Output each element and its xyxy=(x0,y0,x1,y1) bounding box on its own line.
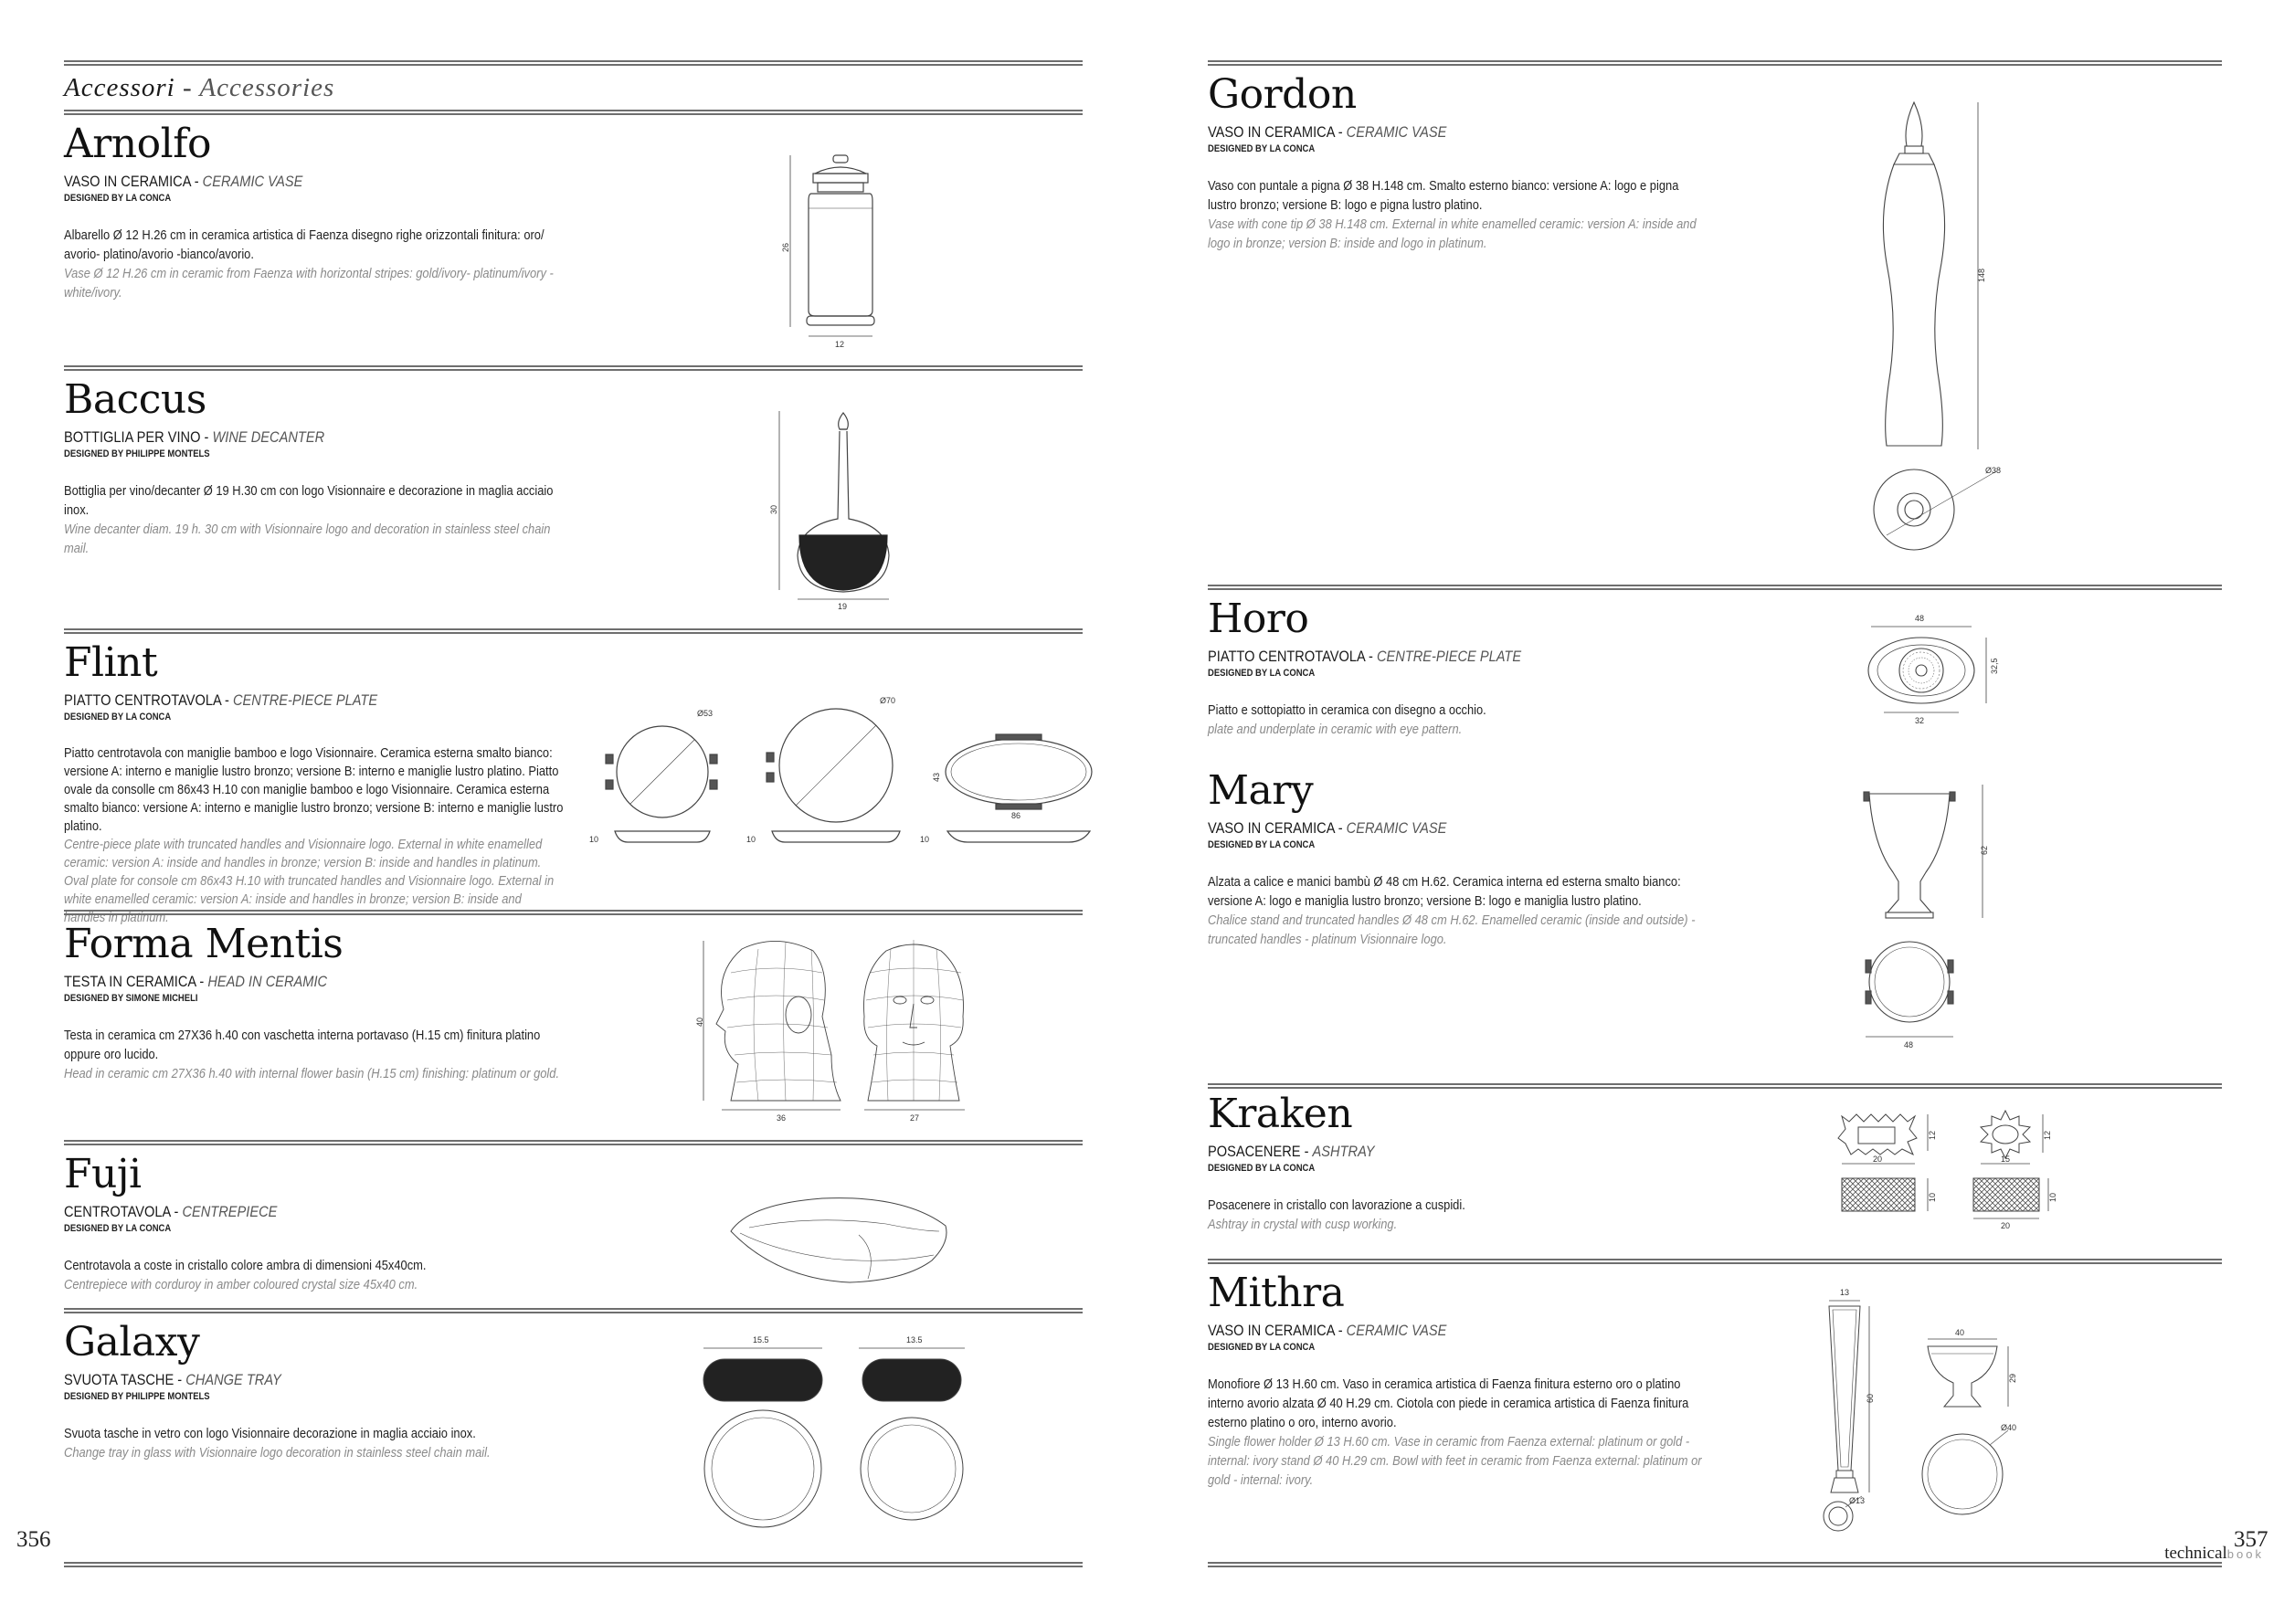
mithra-drawings xyxy=(1818,1288,2028,1534)
svg-text:32: 32 xyxy=(1915,716,1925,725)
product-arnolfo xyxy=(64,122,566,302)
product-type: CENTROTAVOLA - CENTREPIECE xyxy=(64,1203,278,1220)
product-description-en: plate and underplate in ceramic with eye pattern. xyxy=(1208,722,1463,737)
product-description-en: Head in ceramic cm 27X36 h.40 with internal flower basin (H.15 cm) finishing: platinum or gold. xyxy=(64,1066,560,1081)
product-name: Kraken xyxy=(1208,1091,1353,1137)
divider-rule xyxy=(1208,1083,2222,1089)
divider-rule xyxy=(1208,585,2222,590)
product-description-it: Bottiglia per vino/decanter Ø 19 H.30 cm con logo Visionnaire e decorazione in maglia acciaio inox. xyxy=(64,483,554,518)
baccus-drawing xyxy=(763,409,918,610)
svg-text:36: 36 xyxy=(777,1113,787,1123)
svg-text:32,5: 32,5 xyxy=(1990,658,1999,674)
product-type: VASO IN CERAMICA - CERAMIC VASE xyxy=(1208,123,1447,141)
product-type: BOTTIGLIA PER VINO - WINE DECANTER xyxy=(64,428,325,446)
top-rule xyxy=(64,60,1083,66)
product-horo xyxy=(1208,597,1710,739)
product-name: Baccus xyxy=(64,376,206,423)
svg-text:10: 10 xyxy=(920,835,930,844)
product-designer: DESIGNED BY LA CONCA xyxy=(1208,1342,1316,1353)
svg-text:12: 12 xyxy=(1928,1130,1937,1140)
product-description-en: Centrepiece with corduroy in amber coloured crystal size 45x40 cm. xyxy=(64,1277,418,1292)
fuji-drawing xyxy=(722,1187,959,1288)
divider-rule xyxy=(64,628,1083,634)
product-description-it: Albarello Ø 12 H.26 cm in ceramica artistica di Faenza disegno righe orizzontali finitura: oro/ avorio- platino/avorio -bianco/avorio. xyxy=(64,227,545,262)
svg-text:19: 19 xyxy=(838,602,848,611)
horo-drawing xyxy=(1864,614,2001,728)
product-description-it: Piatto centrotavola con maniglie bamboo e logo Visionnaire. Ceramica esterna smalto bianco: versione A: interno e maniglie lustro bronzo; versione B: interno e maniglie lustro platino. Piatto ovale da consolle cm 86x43 H.10 con maniglie bamboo e logo Visionnaire. Ceramica esterna smalto bianco: versione A: interno e maniglie lustro bronzo; versione B: interno e maniglie lustro platino. xyxy=(64,745,564,834)
product-name: Gordon xyxy=(1208,71,1357,118)
product-mithra xyxy=(1208,1271,1710,1490)
section-title: Accessori - Accessories xyxy=(64,73,335,102)
product-description-en: Single flower holder Ø 13 H.60 cm. Vase in ceramic from Faenza external: platinum or gold - internal: ivory stand Ø 40 H.29 cm. Bowl with feet in ceramic from Faenza external: platinum or gold - internal: ivory. xyxy=(1208,1434,1702,1488)
product-baccus xyxy=(64,378,566,558)
product-mary xyxy=(1208,769,1710,949)
product-type: VASO IN CERAMICA - CERAMIC VASE xyxy=(1208,819,1447,837)
flint-drawings xyxy=(589,696,1087,863)
top-rule xyxy=(1208,60,2222,66)
svg-text:Ø40: Ø40 xyxy=(2001,1423,2017,1432)
svg-text:10: 10 xyxy=(589,835,599,844)
svg-text:13: 13 xyxy=(1840,1288,1850,1297)
product-name: Forma Mentis xyxy=(64,921,344,967)
product-kraken xyxy=(1208,1092,1710,1234)
svg-text:27: 27 xyxy=(910,1113,920,1123)
product-description-it: Monofiore Ø 13 H.60 cm. Vaso in ceramica artistica di Faenza finitura esterno oro o platino interno avorio alzata Ø 40 H.29 cm. Ciotola con piede in ceramica artistica di Faenza finitura esterno platino o oro, interno avorio. xyxy=(1208,1376,1689,1430)
product-description-it: Centrotavola a coste in cristallo colore ambra di dimensioni 45x40cm. xyxy=(64,1258,427,1273)
galaxy-drawings xyxy=(694,1334,987,1530)
product-designer: DESIGNED BY LA CONCA xyxy=(1208,839,1316,850)
page-number: 357 xyxy=(2234,1527,2268,1552)
product-type: VASO IN CERAMICA - CERAMIC VASE xyxy=(64,173,303,190)
product-description-en: Vase with cone tip Ø 38 H.148 cm. External in white enamelled ceramic: version A: inside and logo in bronze; version B: inside and logo in platinum. xyxy=(1208,216,1697,251)
product-designer: DESIGNED BY LA CONCA xyxy=(64,1223,172,1234)
product-description-it: Testa in ceramica cm 27X36 h.40 con vaschetta interna portavaso (H.15 cm) finitura platino oppure oro lucido. xyxy=(64,1028,541,1062)
product-type: SVUOTA TASCHE - CHANGE TRAY xyxy=(64,1371,281,1388)
svg-text:20: 20 xyxy=(1873,1155,1883,1164)
product-forma-mentis xyxy=(64,923,566,1083)
svg-text:26: 26 xyxy=(781,242,790,252)
svg-text:12: 12 xyxy=(2043,1130,2052,1140)
divider-rule xyxy=(64,1308,1083,1313)
bottom-rule xyxy=(64,1562,1083,1567)
svg-text:10: 10 xyxy=(746,835,756,844)
product-designer: DESIGNED BY LA CONCA xyxy=(64,193,172,204)
divider-rule xyxy=(64,910,1083,915)
product-description-it: Vaso con puntale a pigna Ø 38 H.148 cm. Smalto esterno bianco: versione A: logo e pigna lustro bronzo; versione B: logo e pigna lustro platino. xyxy=(1208,178,1679,213)
product-type: PIATTO CENTROTAVOLA - CENTRE-PIECE PLATE xyxy=(64,691,378,709)
product-description-en: Change tray in glass with Visionnaire logo decoration in stainless steel chain mail. xyxy=(64,1445,491,1461)
svg-text:10: 10 xyxy=(2048,1192,2057,1202)
svg-text:29: 29 xyxy=(2008,1373,2017,1383)
svg-text:62: 62 xyxy=(1980,845,1989,855)
svg-text:13.5: 13.5 xyxy=(906,1335,923,1345)
product-name: Mithra xyxy=(1208,1270,1345,1316)
svg-text:60: 60 xyxy=(1866,1393,1875,1403)
product-designer: DESIGNED BY SIMONE MICHELI xyxy=(64,993,198,1004)
svg-text:40: 40 xyxy=(695,1017,704,1027)
product-designer: DESIGNED BY LA CONCA xyxy=(1208,143,1316,154)
product-type: TESTA IN CERAMICA - HEAD IN CERAMIC xyxy=(64,973,328,990)
divider-rule xyxy=(64,365,1083,371)
product-designer: DESIGNED BY LA CONCA xyxy=(1208,668,1316,679)
kraken-drawings xyxy=(1836,1107,2065,1235)
divider-rule xyxy=(64,1140,1083,1145)
svg-text:30: 30 xyxy=(769,504,778,514)
product-gordon xyxy=(1208,73,1710,253)
product-description-en: Chalice stand and truncated handles Ø 48 cm H.62. Enamelled ceramic (inside and outside) - truncated handles - platinum Visionnaire logo. xyxy=(1208,912,1696,947)
product-description-it: Piatto e sottopiatto in ceramica con disegno a occhio. xyxy=(1208,702,1486,718)
product-description-en: Vase Ø 12 H.26 cm in ceramic from Faenza with horizontal stripes: gold/ivory- platinum/ivory -white/ivory. xyxy=(64,266,554,301)
product-type: VASO IN CERAMICA - CERAMIC VASE xyxy=(1208,1322,1447,1339)
svg-text:Ø53: Ø53 xyxy=(697,709,714,718)
product-description-en: Centre-piece plate with truncated handles and Visionnaire logo. External in white enamelled ceramic: version A: inside and handles in bronze; version B: inside and handles in platinum. Oval plate for console cm 86x43 H.10 with truncated handles and Visionnaire logo. External in white enamelled ceramic: version A: inside and handles in bronze; version B: inside and handles in platinum. xyxy=(64,837,555,925)
product-galaxy xyxy=(64,1321,566,1462)
product-description-en: Ashtray in crystal with cusp working. xyxy=(1208,1217,1398,1232)
product-description-it: Alzata a calice e manici bambù Ø 48 cm H.62. Ceramica interna ed esterna smalto bianco: versione A: logo e maniglia lustro bronzo; versione B: logo e maniglia lustro platino. xyxy=(1208,874,1681,909)
product-name: Arnolfo xyxy=(64,121,211,167)
product-name: Horo xyxy=(1208,596,1309,642)
product-designer: DESIGNED BY PHILIPPE MONTELS xyxy=(64,448,210,459)
gordon-drawing xyxy=(1859,99,2005,564)
svg-text:86: 86 xyxy=(1011,811,1021,820)
svg-text:Ø38: Ø38 xyxy=(1985,466,2002,475)
page-number: 356 xyxy=(16,1527,51,1552)
svg-text:12: 12 xyxy=(835,340,845,349)
section-rule xyxy=(64,110,1083,115)
svg-text:40: 40 xyxy=(1955,1328,1965,1337)
divider-rule xyxy=(1208,1259,2222,1264)
svg-text:10: 10 xyxy=(1928,1192,1937,1202)
svg-text:48: 48 xyxy=(1904,1040,1914,1049)
product-type: PIATTO CENTROTAVOLA - CENTRE-PIECE PLATE xyxy=(1208,648,1522,665)
svg-text:43: 43 xyxy=(932,772,941,782)
mary-drawing xyxy=(1855,781,1992,1050)
forma-mentis-drawings xyxy=(694,936,978,1123)
product-designer: DESIGNED BY PHILIPPE MONTELS xyxy=(64,1391,210,1402)
product-fuji xyxy=(64,1153,566,1294)
svg-text:15.5: 15.5 xyxy=(753,1335,769,1345)
bottom-rule xyxy=(1208,1562,2222,1567)
svg-text:48: 48 xyxy=(1915,614,1925,623)
product-description-en: Wine decanter diam. 19 h. 30 cm with Visionnaire logo and decoration in stainless steel chain mail. xyxy=(64,522,551,556)
svg-text:148: 148 xyxy=(1977,268,1986,282)
product-type: POSACENERE - ASHTRAY xyxy=(1208,1143,1375,1160)
product-flint xyxy=(64,641,566,927)
product-description-it: Svuota tasche in vetro con logo Visionnaire decorazione in maglia acciaio inox. xyxy=(64,1426,476,1441)
svg-text:15: 15 xyxy=(2001,1155,2011,1164)
product-designer: DESIGNED BY LA CONCA xyxy=(1208,1163,1316,1174)
brand-mark: technicalbook xyxy=(2164,1544,2264,1563)
product-designer: DESIGNED BY LA CONCA xyxy=(64,712,172,722)
product-name: Fuji xyxy=(64,1151,142,1197)
svg-text:Ø13: Ø13 xyxy=(1849,1496,1866,1505)
svg-text:Ø70: Ø70 xyxy=(880,696,896,705)
svg-text:20: 20 xyxy=(2001,1221,2011,1230)
product-name: Galaxy xyxy=(64,1319,200,1366)
product-description-it: Posacenere in cristallo con lavorazione a cuspidi. xyxy=(1208,1197,1465,1213)
right-page xyxy=(1142,0,2284,1624)
product-name: Flint xyxy=(64,639,158,686)
arnolfo-drawing xyxy=(777,153,904,350)
product-name: Mary xyxy=(1208,767,1314,814)
